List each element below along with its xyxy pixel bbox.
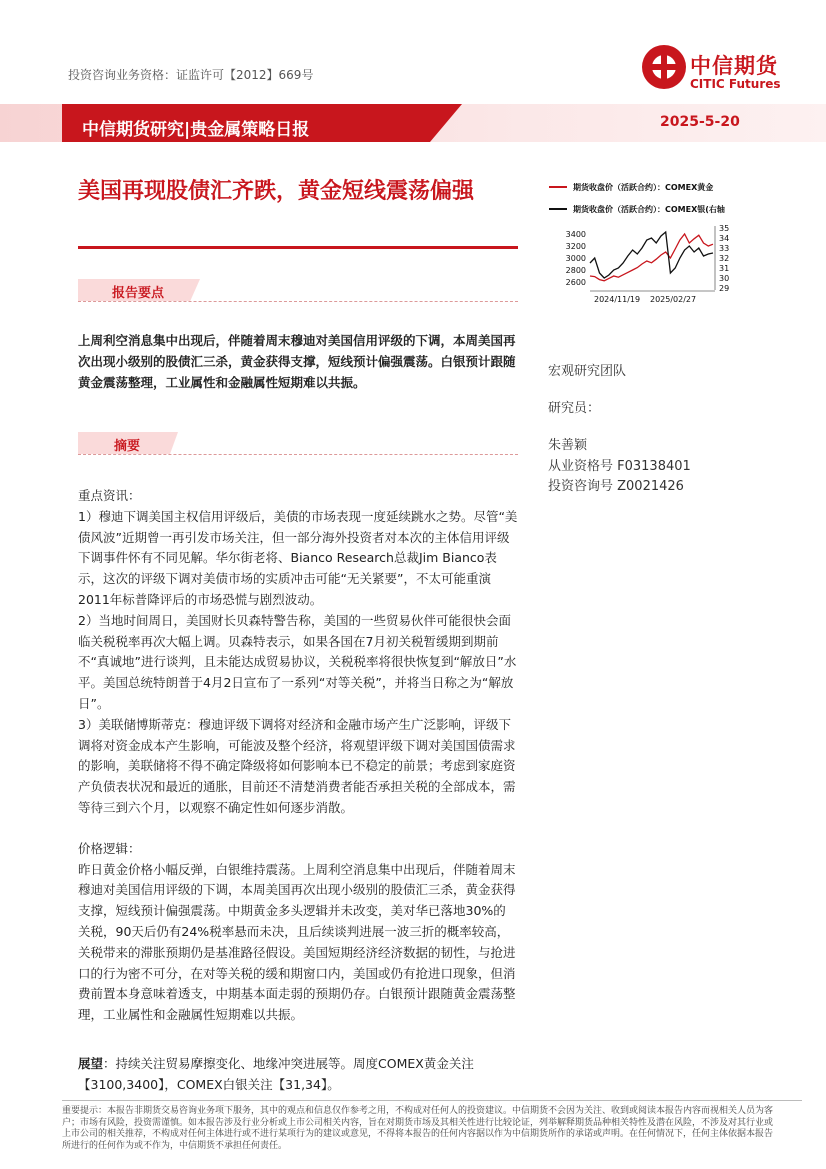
info-title: 重点资讯： <box>78 488 141 503</box>
logo-chinese: 中信期货 <box>690 54 778 78</box>
price-chart <box>545 178 805 313</box>
outlook-label: 展望 <box>78 1056 104 1071</box>
legend-label-0: 期货收盘价（活跃合约）：COMEX黄金 <box>573 183 714 192</box>
outlook <box>78 1054 518 1096</box>
report-series-title: 中信期货研究|贵金属策略日报 <box>82 120 310 140</box>
series-line-0 <box>590 234 713 281</box>
disclaimer: 重要提示：本报告非期货交易咨询业务项下服务，其中的观点和信息仅作参考之用，不构成对任何人的投资建议。中信期货不会因为关注、收到或阅读本报告内容而视相关人员为客户；市场有风险，投资需谨慎。如本报告涉及行业分析或上市公司相关内容，旨在对期货市场及其相关性进行比较论证，列举解释期货品种相关特性及潜在风险，不涉及对其行业或上市公司的相关推荐，不构成对任何主体进行或不进行某项行为的建议或意见，不得将本报告的任何内容据以作为中信期货所作的承诺或声明。在任何情况下，任何主体依据本报告所进行的任何作为或不作为，中信期货不承担任何责任。 <box>62 1106 774 1151</box>
x-tick: 2024/11/19 <box>594 295 641 304</box>
team-name: 宏观研究团队 <box>548 364 627 379</box>
y-right-tick: 35 <box>719 224 730 233</box>
summary-divider <box>78 454 518 456</box>
y-right-tick: 33 <box>719 244 730 253</box>
outlook-text: ：持续关注贸易摩擦变化、地缘冲突进展等。周度COMEX黄金关注【3100,3400】，COMEX白银关注【31,34】。 <box>78 1056 474 1092</box>
y-left-tick: 3000 <box>565 254 586 263</box>
paragraph-3: 3）美联储博斯蒂克：穆迪评级下调将对经济和金融市场产生广泛影响，评级下调将对资金成本产生影响，可能波及整个经济，将观望评级下调对美国国债需求的影响，美联储将不得不确定降级将如何影响本已不稳定的前景；考虑到家庭资产负债表状况和最近的通胀，目前还不清楚消费者能否承担关税的全部成本，需等待三到六个月，以观察不确定性如何逐步消散。 <box>78 716 516 815</box>
footer-divider <box>62 1100 802 1101</box>
logic-title: 价格逻辑： <box>78 840 141 856</box>
citic-logo-icon <box>641 44 687 90</box>
paragraph-4: 昨日黄金价格小幅反弹，白银维持震荡。上周利空消息集中出现后，伴随着周末穆迪对美国信用评级的下调，本周美国再次出现小级别的股债汇三杀，黄金获得支撑，短线预计偏强震荡。中期黄金多头逻辑并未改变，美对华已落地30%的关税，90天后仍有24%税率悬而未决，且后续谈判进展一波三折的概率较高，关税带来的滞胀预期仍是基准路径假设。美国短期经济经济数据的韧性，与抢进口的行为密不可分，在对等关税的缓和期窗口内，美国或仍有抢进口现象，但消费前置本身意味着透支，中期基本面走弱的预期仍存。白银预计跟随黄金震荡整理，工业属性和金融属性短期难以共振。 <box>78 861 516 1023</box>
y-right-tick: 30 <box>719 274 730 283</box>
qualification-number: 从业资格号 F03138401 <box>548 459 691 474</box>
researcher-label: 研究员： <box>548 401 601 416</box>
key-points-divider <box>78 301 518 303</box>
logo-english: CITIC Futures <box>690 77 781 91</box>
legend-label-1: 期货收盘价（活跃合约）：COMEX银(右轴 <box>573 205 725 214</box>
y-left-tick: 3400 <box>565 230 586 239</box>
headline-divider <box>78 246 518 249</box>
y-left-tick: 2600 <box>565 278 586 287</box>
paragraph-2: 2）当地时间周日，美国财长贝森特警告称，美国的一些贸易伙伴可能很快会面临关税税率再次大幅上调。贝森特表示，如果各国在7月初关税暂缓期到期前不“真诚地”进行谈判，且未能达成贸易协议，关税税率将很快恢复到“解放日”水平。美国总统特朗普于4月2日宣布了一系列“对等关税”，并将当日称之为“解放日”。 <box>78 612 517 711</box>
key-points-text: 上周利空消息集中出现后，伴随着周末穆迪对美国信用评级的下调，本周美国再次出现小级别的股债汇三杀，黄金获得支撑，短线预计偏强震荡。白银预计跟随黄金震荡整理，工业属性和金融属性短期难以共振。 <box>78 333 516 390</box>
researcher-name: 朱善颖 <box>548 438 588 453</box>
report-headline: 美国再现股债汇齐跌，黄金短线震荡偏强 <box>78 179 475 204</box>
y-left-tick: 3200 <box>565 242 586 251</box>
summary-label: 摘要 <box>114 439 141 454</box>
y-right-tick: 32 <box>719 254 730 263</box>
y-right-tick: 29 <box>719 284 730 293</box>
consulting-number: 投资咨询号 Z0021426 <box>548 479 684 494</box>
x-tick: 2025/02/27 <box>650 295 697 304</box>
y-right-tick: 34 <box>719 234 730 243</box>
y-right-tick: 31 <box>719 264 730 273</box>
report-date: 2025-5-20 <box>660 114 740 130</box>
y-left-tick: 2800 <box>565 266 586 275</box>
key-points-label: 报告要点 <box>112 286 165 301</box>
license-text: 投资咨询业务资格：证监许可【2012】669号 <box>68 68 314 82</box>
paragraph-1: 1）穆迪下调美国主权信用评级后，美债的市场表现一度延续跳水之势。尽管“美债风波”近期曾一再引发市场关注，但一部分海外投资者对本次的主体信用评级下调事件怀有不同见解。华尔街老将、Bianco Research总裁Jim Bianco表示，这次的评级下调对美债市场的实质冲击可能“无关紧要”，不太可能重演2011年标普降评后的市场恐慌与剧烈波动。 <box>78 508 518 607</box>
report-body <box>78 486 518 1026</box>
